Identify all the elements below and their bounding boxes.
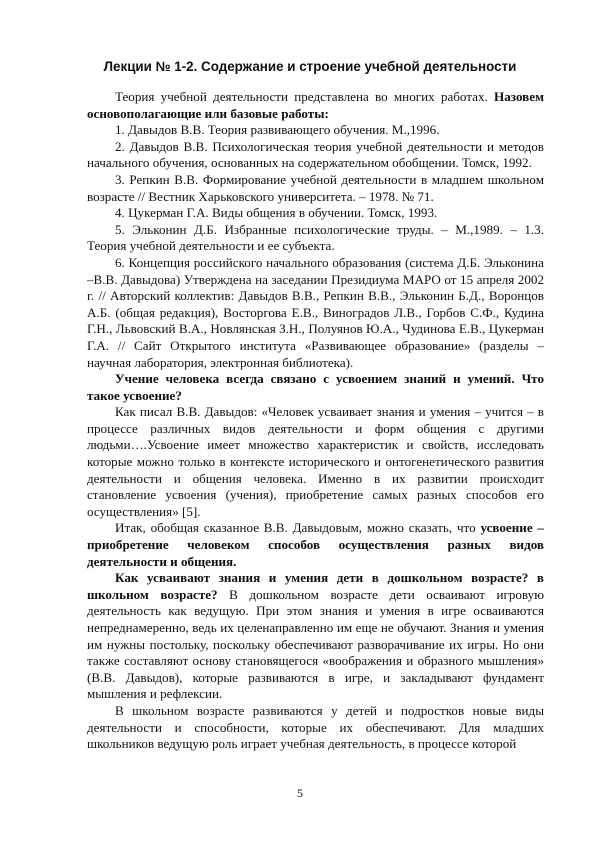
- definition-bold: усвоение – приобретение человеком способов осуществления разных видов деятельности и общения.: [87, 520, 544, 569]
- preschool-text: В дошкольном возрасте дети осваивают игровую деятельность как ведущую. При этом знания и умения в игре осваиваются непреднамеренно, ведь их целенаправленно им еще не обучают. Знания и умения им нужны постольку, поскольку обеспечивают разворачивание их игры. Но они также составляют основу становящегося «воображения и образного мышления» (В.В. Давыдов), которые развиваются в игре, и закладывают фундамент мышления и рефлексии.: [87, 586, 544, 702]
- reference-item: 2. Давыдов В.В. Психологическая теория учебной деятельности и методов начального обучения, основанных на содержательном обобщении. Томск, 1992.: [87, 138, 544, 171]
- reference-item: 3. Репкин В.В. Формирование учебной деятельности в младшем школьном возрасте // Вестник Харьковского университета. – 1978. № 71.: [87, 171, 544, 204]
- intro-paragraph: [87, 89, 544, 122]
- reference-item: 5. Эльконин Д.Б. Избранные психологические труды. – М.,1989. – 1.3. Теория учебной деятельности и ее субъекта.: [87, 221, 544, 254]
- school-age-paragraph: В школьном возрасте развиваются у детей и подростков новые виды деятельности и способности, которые их обеспечивают. Для младших школьников ведущую роль играет учебная деятельность, в процессе которой: [87, 702, 544, 752]
- reference-item: 4. Цукерман Г.А. Виды общения в обучении. Томск, 1993.: [115, 205, 438, 221]
- document-body: [87, 89, 544, 753]
- page-number: 5: [297, 786, 303, 800]
- preschool-question: Как усваивают знания и умения дети в дошкольном возрасте? в школьном возрасте?: [87, 570, 544, 602]
- intro-bold: Назовем основополагающие или базовые работы:: [87, 89, 544, 121]
- definition-text: Итак, обобщая сказанное В.В. Давыдовым, можно сказать, что: [115, 520, 481, 536]
- reference-item: 6. Концепция российского начального образования (система Д.Б. Эльконина –В.В. Давыдова) Утверждена на заседании Президиума МАРО от 15 апреля 2002 г. // Авторский коллектив: Давыдов В.В., Репкин В.В., Эльконин Б.Д., Воронцов А.Б. (общая редакция), Восторгова Е.В., Виноградов Л.В., Горбов С.Ф., Кудина Г.Н., Львовский В.А., Новлянская З.Н., Полуянов Ю.А., Чудинова Е.В., Цукерман Г.А. // Сайт Открытого института «Развивающее образование» (разделы – научная лаборатория, электронная библиотека).: [87, 254, 544, 370]
- preschool-paragraph: [87, 570, 544, 703]
- question-text: Учение человека всегда связано с усвоением знаний и умений. Что такое усвоение?: [87, 371, 544, 403]
- reference-item: 1. Давыдов В.В. Теория развивающего обучения. М.,1996.: [115, 122, 440, 138]
- question-heading: [87, 371, 544, 404]
- page-title: Лекции № 1-2. Содержание и строение учебной деятельности: [103, 59, 517, 74]
- davydov-quote-paragraph: Как писал В.В. Давыдов: «Человек усваивает знания и умения – учится – в процессе различных видов деятельности и форм общения с другими людьми….Усвоение имеет множество характеристик и свойств, исследовать которые можно только в контексте исторического и онтогенетического развития деятельности и общения человека. Именно в их развитии происходит становление усвоения (учения), приобретение самых разных способов его осуществления» [5].: [87, 404, 544, 519]
- intro-text: Теория учебной деятельности представлена во многих работах.: [115, 89, 495, 104]
- definition-paragraph: [87, 520, 544, 570]
